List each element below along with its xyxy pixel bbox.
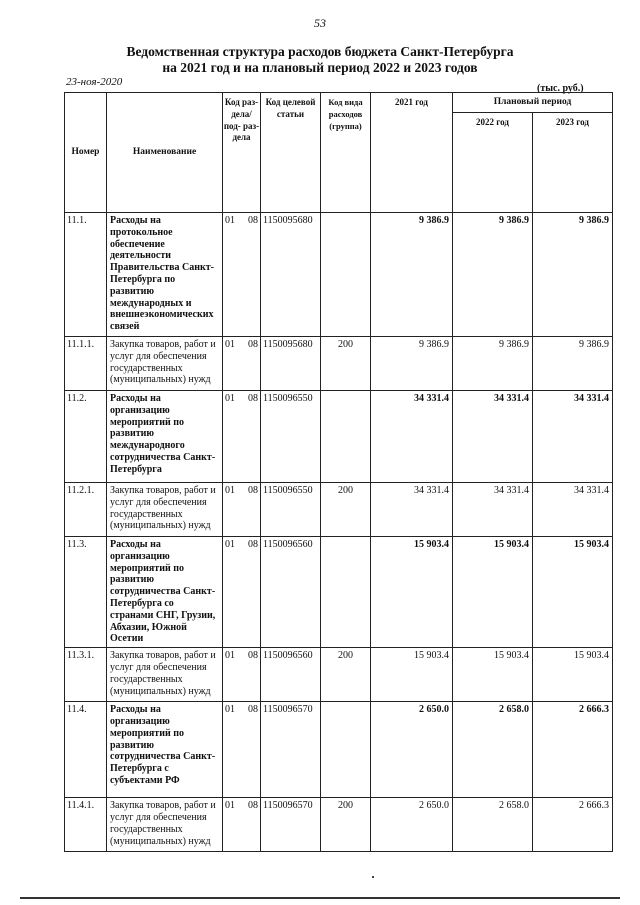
row-type-code: 200 — [321, 798, 371, 852]
row-name: Расходы на протокольное обеспечение деятельности Правительства Санкт-Петербурга по развитию международных и внешнеэкономических связей — [107, 213, 223, 337]
row-type-code: 200 — [321, 648, 371, 702]
row-amount-2022: 15 903.4 — [453, 648, 533, 702]
row-target-code: 1150096550 — [261, 391, 321, 483]
row-target-code: 1150095680 — [261, 337, 321, 391]
row-amount-2021: 15 903.4 — [371, 537, 453, 648]
header-2023: 2023 год — [533, 113, 613, 213]
row-name: Расходы на организацию мероприятий по развитию сотрудничества Санкт-Петербурга со странами СНГ, Грузии, Абхазии, Южной Осетии — [107, 537, 223, 648]
row-amount-2023: 9 386.9 — [533, 213, 613, 337]
section-code: 01 — [225, 650, 235, 662]
row-amount-2021: 2 650.0 — [371, 702, 453, 798]
title-line-1: Ведомственная структура расходов бюджета Санкт-Петербурга — [126, 44, 514, 59]
section-code: 01 — [225, 704, 235, 716]
row-name: Закупка товаров, работ и услуг для обеспечения государственных (муниципальных) нужд — [107, 648, 223, 702]
header-type: Код вида расходов (группа) — [321, 93, 371, 213]
row-amount-2023: 34 331.4 — [533, 391, 613, 483]
table-row — [65, 648, 613, 702]
row-amount-2023: 2 666.3 — [533, 702, 613, 798]
subsection-code: 08 — [248, 339, 258, 350]
row-number: 11.4. — [65, 702, 107, 798]
row-section-code — [223, 483, 261, 537]
row-type-code: 200 — [321, 483, 371, 537]
section-code: 01 — [225, 215, 235, 226]
row-type-code — [321, 702, 371, 798]
section-code: 01 — [225, 800, 235, 812]
unit-label: (тыс. руб.) — [537, 83, 584, 94]
row-name: Расходы на организацию мероприятий по развитию международного сотрудничества Санкт-Петербурга — [107, 391, 223, 483]
title-line-2: на 2021 год и на плановый период 2022 и 2023 годов — [162, 60, 478, 75]
row-name: Закупка товаров, работ и услуг для обеспечения государственных (муниципальных) нужд — [107, 483, 223, 537]
row-target-code: 1150096560 — [261, 648, 321, 702]
row-target-code: 1150096560 — [261, 537, 321, 648]
row-amount-2023: 9 386.9 — [533, 337, 613, 391]
subsection-code: 08 — [248, 539, 258, 550]
header-planned: Плановый период — [453, 93, 613, 113]
header-name: Наименование — [107, 93, 223, 213]
row-target-code: 1150096570 — [261, 702, 321, 798]
header-number: Номер — [65, 93, 107, 213]
row-amount-2021: 9 386.9 — [371, 213, 453, 337]
row-amount-2023: 2 666.3 — [533, 798, 613, 852]
section-code: 01 — [225, 339, 235, 350]
row-amount-2021: 15 903.4 — [371, 648, 453, 702]
row-section-code — [223, 702, 261, 798]
row-number: 11.3. — [65, 537, 107, 648]
row-number: 11.1. — [65, 213, 107, 337]
row-number: 11.1.1. — [65, 337, 107, 391]
row-amount-2022: 2 658.0 — [453, 702, 533, 798]
row-type-code — [321, 537, 371, 648]
row-amount-2022: 34 331.4 — [453, 483, 533, 537]
row-number: 11.2.1. — [65, 483, 107, 537]
row-type-code — [321, 391, 371, 483]
row-amount-2022: 9 386.9 — [453, 337, 533, 391]
row-number: 11.2. — [65, 391, 107, 483]
row-amount-2023: 15 903.4 — [533, 648, 613, 702]
header-target: Код целевой статьи — [261, 93, 321, 213]
row-amount-2022: 34 331.4 — [453, 391, 533, 483]
row-amount-2022: 9 386.9 — [453, 213, 533, 337]
row-amount-2021: 34 331.4 — [371, 391, 453, 483]
row-amount-2021: 34 331.4 — [371, 483, 453, 537]
row-section-code — [223, 648, 261, 702]
page-number: 53 — [314, 16, 326, 30]
budget-table — [64, 92, 613, 852]
row-section-code — [223, 391, 261, 483]
table-row — [65, 337, 613, 391]
table-row — [65, 391, 613, 483]
table-row — [65, 702, 613, 798]
document-date: 23-ноя-2020 — [66, 76, 123, 88]
document-title — [0, 44, 640, 76]
row-type-code: 200 — [321, 337, 371, 391]
subsection-code: 08 — [248, 800, 258, 812]
row-section-code — [223, 337, 261, 391]
table-row — [65, 537, 613, 648]
row-amount-2023: 15 903.4 — [533, 537, 613, 648]
header-section: Код раз- дела/ под- раз- дела — [223, 93, 261, 213]
scan-edge-line — [20, 897, 620, 899]
subsection-code: 08 — [248, 485, 258, 496]
row-amount-2022: 2 658.0 — [453, 798, 533, 852]
row-section-code — [223, 798, 261, 852]
table-row — [65, 798, 613, 852]
subsection-code: 08 — [248, 393, 258, 404]
row-name: Закупка товаров, работ и услуг для обеспечения государственных (муниципальных) нужд — [107, 337, 223, 391]
table-body — [65, 213, 613, 852]
row-amount-2023: 34 331.4 — [533, 483, 613, 537]
row-target-code: 1150096570 — [261, 798, 321, 852]
row-target-code: 1150096550 — [261, 483, 321, 537]
row-section-code — [223, 213, 261, 337]
row-name: Закупка товаров, работ и услуг для обеспечения государственных (муниципальных) нужд — [107, 798, 223, 852]
row-target-code: 1150095680 — [261, 213, 321, 337]
subsection-code: 08 — [248, 704, 258, 716]
row-amount-2021: 9 386.9 — [371, 337, 453, 391]
section-code: 01 — [225, 539, 235, 550]
section-code: 01 — [225, 393, 235, 404]
row-type-code — [321, 213, 371, 337]
subsection-code: 08 — [248, 215, 258, 226]
row-number: 11.3.1. — [65, 648, 107, 702]
row-amount-2022: 15 903.4 — [453, 537, 533, 648]
section-code: 01 — [225, 485, 235, 496]
subsection-code: 08 — [248, 650, 258, 662]
header-2022: 2022 год — [453, 113, 533, 213]
row-name: Расходы на организацию мероприятий по развитию сотрудничества Санкт-Петербурга с субъектами РФ — [107, 702, 223, 798]
row-number: 11.4.1. — [65, 798, 107, 852]
scan-speck — [372, 876, 374, 878]
header-2021: 2021 год — [371, 93, 453, 213]
table-row — [65, 483, 613, 537]
row-section-code — [223, 537, 261, 648]
table-row — [65, 213, 613, 337]
row-amount-2021: 2 650.0 — [371, 798, 453, 852]
